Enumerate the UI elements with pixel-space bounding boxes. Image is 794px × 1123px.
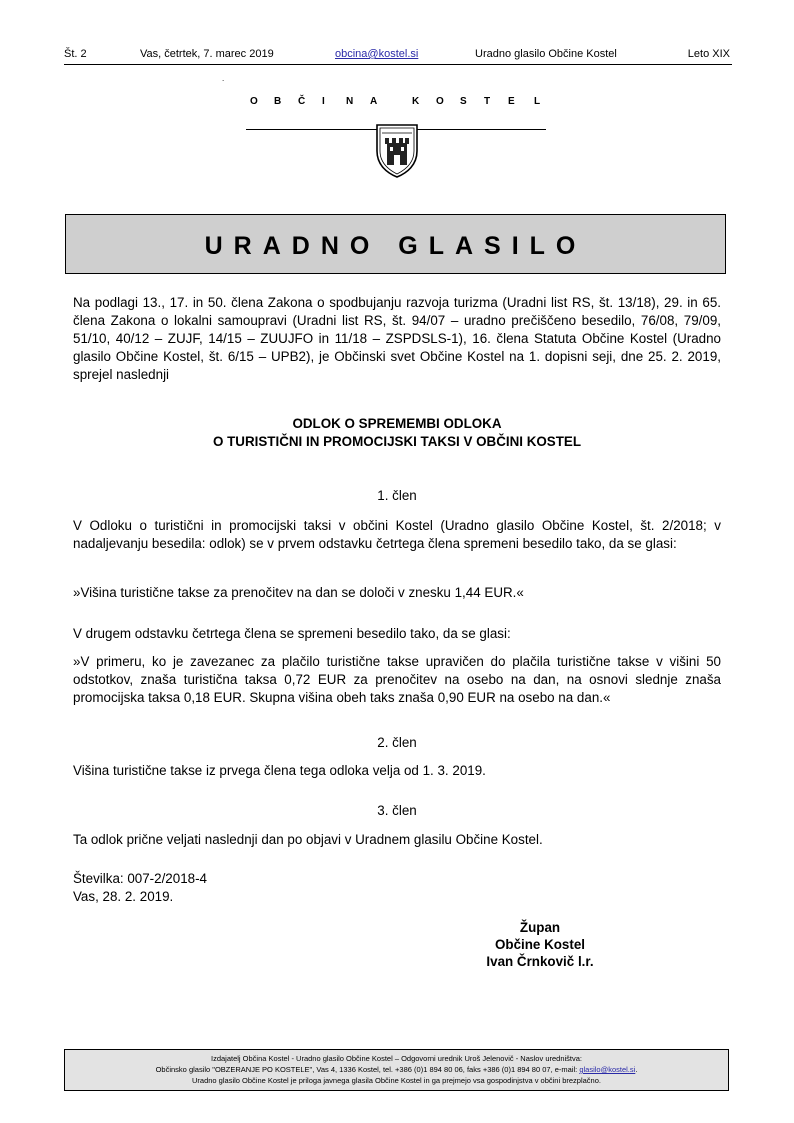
article-heading: 1. člen (377, 488, 417, 503)
footer-contact-text: Občinsko glasilo "OBZERANJE PO KOSTELE", Vas 4, 1336 Kostel, tel. +386 (0)1 894 80 06, faks +386 (0)1 894 80 07, e-mail: (155, 1065, 580, 1074)
article-paragraph: V Odloku o turistični in promocijski taksi v občini Kostel (Uradno glasilo Občine Kostel, št. 2/2018; v nadaljevanju besedila: odlok) se v prvem odstavku četrtega člena spremeni besedilo tako, da se glasi: (73, 518, 721, 551)
document-place-date: Vas, 28. 2. 2019. (73, 889, 174, 904)
masthead-letter: Č (298, 96, 306, 107)
masthead-letter: S (460, 96, 467, 107)
signature-name: Ivan Črnkovič l.r. (486, 954, 594, 969)
masthead-letter: K (412, 96, 420, 107)
decree-title-line2: O TURISTIČNI IN PROMOCIJSKI TAKSI V OBČINI KOSTEL (212, 434, 581, 449)
footer-email-link[interactable]: glasilo@kostel.si (579, 1065, 636, 1074)
document-number: Številka: 007-2/2018-4 (73, 871, 207, 886)
coat-of-arms-icon (374, 121, 420, 179)
publication-title-banner (65, 214, 726, 274)
article-paragraph: »V primeru, ko je zavezanec za plačilo turistične takse upravičen do plačila turistične takse v višini 50 odstotkov, znaša turistična taksa 0,72 EUR za prenočitev na osebo na dan, na osnovi slednje znaša promocijska taksa 0,18 EUR. Skupna višina obeh taks znaša 0,90 EUR na osebo na dan.« (73, 654, 721, 705)
signature-role: Župan (519, 920, 561, 935)
email-link[interactable]: obcina@kostel.si (335, 48, 419, 60)
footer-line (65, 1064, 728, 1075)
masthead-letter: I (322, 96, 325, 107)
masthead-letter: B (274, 96, 282, 107)
article-paragraph: V drugem odstavku četrtega člena se spremeni besedilo tako, da se glasi: (73, 626, 511, 641)
masthead-letter: O (250, 96, 258, 107)
article-heading: 3. člen (377, 803, 417, 818)
publication-name: Uradno glasilo Občine Kostel (475, 48, 617, 60)
masthead-municipality (246, 96, 546, 110)
article-paragraph: »Višina turistične takse za prenočitev na dan se določi v znesku 1,44 EUR.« (73, 585, 524, 600)
masthead-letter: O (436, 96, 444, 107)
masthead-letter: E (508, 96, 515, 107)
masthead-letter: N (346, 96, 354, 107)
signature-institution: Občine Kostel (494, 937, 586, 952)
publisher-footer (64, 1049, 729, 1091)
decree-title-line1: ODLOK O SPREMEMBI ODLOKA (292, 416, 502, 431)
footer-period: . (635, 1065, 638, 1074)
publication-title: URADNO GLASILO (204, 232, 587, 260)
article-paragraph: Ta odlok prične veljati naslednji dan po objavi v Uradnem glasilu Občine Kostel. (73, 832, 543, 847)
issue-date: Vas, četrtek, 7. marec 2019 (140, 48, 274, 60)
running-header (64, 46, 732, 65)
preamble-paragraph: Na podlagi 13., 17. in 50. člena Zakona o spodbujanju razvoja turizma (Uradni list RS, št. 13/18), 29. in 65. člena Zakona o lokalni samoupravi (Uradni list RS, št. 94/07 – uradno prečiščeno besedilo, 76/08, 79/09, 51/10, 40/12 – ZUJF, 14/15 – ZUUJFO in 11/18 – ZSPDSLS-1), 16. člena Statuta Občine Kostel (Uradno glasilo Občine Kostel, št. 6/15 – UPB2), je Občinski svet Občine Kostel na 1. dopisni seji, dne 25. 2. 2019, sprejel naslednji (73, 295, 721, 382)
masthead-letter: T (484, 96, 491, 107)
article-paragraph: Višina turistične takse iz prvega člena tega odloka velja od 1. 3. 2019. (73, 763, 486, 778)
issue-number: Št. 2 (64, 48, 87, 60)
volume-year: Leto XIX (687, 48, 730, 60)
masthead-letter: L (534, 96, 541, 107)
masthead-letter: A (370, 96, 378, 107)
footer-line: Uradno glasilo Občine Kostel je priloga javnega glasila Občine Kostel in ga prejmejo vsa gospodinjstva v občini brezplačno. (192, 1076, 601, 1085)
footer-line: Izdajatelj Občina Kostel - Uradno glasilo Občine Kostel – Odgovorni urednik Uroš Jelenovič - Naslov uredništva: (210, 1054, 582, 1063)
small-mark: . (222, 74, 225, 83)
article-heading: 2. člen (377, 735, 417, 750)
